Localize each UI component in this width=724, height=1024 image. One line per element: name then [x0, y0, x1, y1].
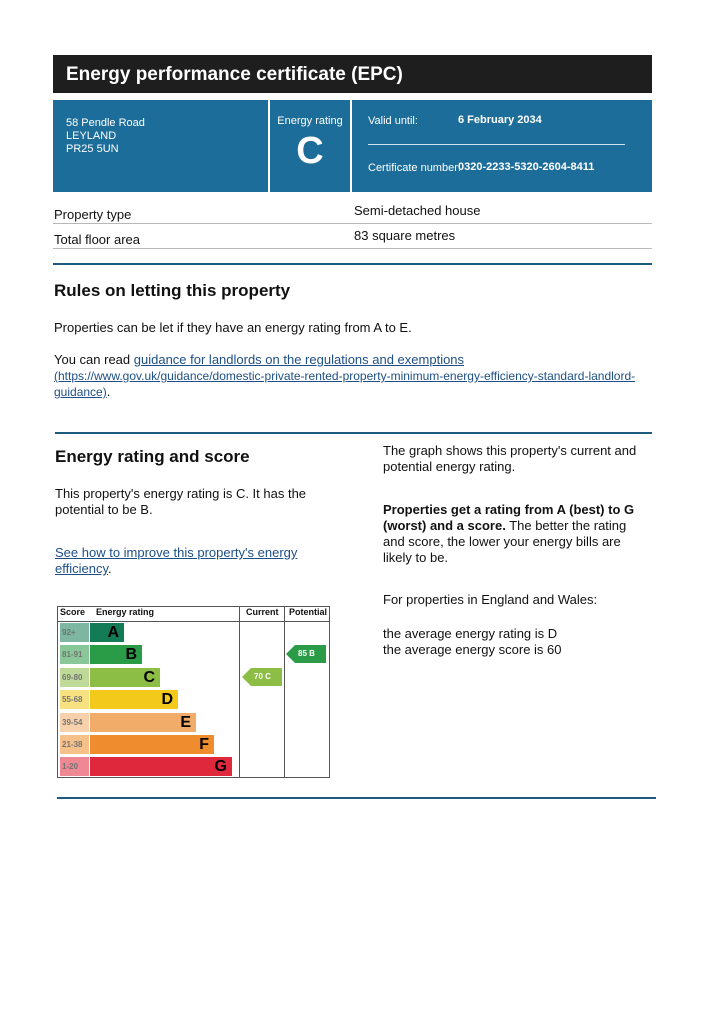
valid-until-label: Valid until: [368, 115, 418, 127]
band-score-range: 55-68 [60, 690, 89, 709]
band-bar: C [90, 668, 160, 687]
address-line: 58 Pendle Road [66, 117, 145, 129]
band-bar: A [90, 623, 124, 642]
graph-description: The graph shows this property's current and potential energy rating. [383, 443, 637, 474]
guidance-url-link[interactable] [54, 369, 635, 399]
letting-guidance-paragraph [54, 352, 644, 400]
band-score-range: 81-91 [60, 645, 89, 664]
address-line: PR25 5UN [66, 143, 119, 155]
column-divider [284, 607, 285, 777]
average-rating-text: the average energy rating is D [383, 626, 558, 641]
letting-heading: Rules on letting this property [54, 281, 291, 300]
energy-rating-header: Energy rating [96, 607, 155, 617]
column-divider [239, 607, 240, 777]
average-score-text: the average energy score is 60 [383, 642, 562, 657]
property-type-value: Semi-detached house [354, 203, 481, 218]
band-score-range: 21-38 [60, 735, 89, 754]
rating-explanation [383, 502, 648, 566]
guidance-url-line: (https://www.gov.uk/guidance/domestic-private-rented-property-minimum-energy-efficiency-standard-landlord- [54, 369, 636, 383]
current-header: Current [246, 607, 279, 617]
rating-explanation-rest: The better the rating and score, the lower your energy bills are likely to be. [383, 518, 627, 565]
rating-explanation-bold: Properties get a rating from A (best) to G (worst) and a score. [383, 502, 635, 533]
property-type-label: Property type [54, 207, 132, 222]
potential-header: Potential [289, 607, 328, 617]
section-divider [57, 797, 656, 799]
improve-efficiency-link[interactable]: See how to improve this property's energy efficiency [55, 545, 298, 576]
guidance-url-line: guidance) [54, 385, 107, 399]
current-rating-marker-label: 70 C [254, 671, 271, 681]
band-score-range: 92+ [60, 623, 89, 642]
energy-rating-chart [57, 606, 330, 778]
band-score-range: 39-54 [60, 713, 89, 732]
guidance-prefix: You can read [54, 352, 134, 367]
link-suffix: . [108, 561, 112, 576]
floor-area-row [53, 224, 652, 249]
energy-heading: Energy rating and score [55, 447, 250, 466]
section-divider [55, 432, 652, 434]
valid-until-value: 6 February 2034 [458, 114, 542, 126]
validity-box [354, 100, 652, 192]
floor-area-value: 83 square metres [354, 228, 456, 243]
energy-rating-label: Energy rating [277, 115, 343, 127]
band-bar: B [90, 645, 142, 664]
band-score-range: 69-80 [60, 668, 89, 687]
current-rating-marker [242, 668, 282, 686]
url-suffix: . [106, 384, 111, 399]
band-score-range: 1-20 [60, 757, 89, 776]
band-bar: G [90, 757, 232, 776]
certificate-number-label: Certificate number: [368, 162, 461, 174]
energy-rating-paragraph: This property's energy rating is C. It has the potential to be B. [55, 486, 307, 517]
epc-summary-panel [53, 100, 652, 192]
letting-paragraph: Properties can be let if they have an energy rating from A to E. [54, 320, 412, 335]
score-header: Score [60, 607, 86, 617]
band-bar: D [90, 690, 178, 709]
address-line: LEYLAND [66, 130, 117, 142]
potential-rating-marker [286, 645, 326, 663]
page-title: Energy performance certificate (EPC) [53, 55, 652, 93]
average-stats [383, 626, 648, 658]
divider [368, 144, 625, 145]
energy-rating-value: C [296, 130, 324, 172]
potential-rating-marker-label: 85 B [298, 649, 315, 659]
property-type-row [53, 199, 652, 224]
property-address [53, 100, 266, 192]
improve-efficiency-paragraph [55, 545, 330, 577]
certificate-number-value: 0320-2233-5320-2604-8411 [458, 161, 595, 173]
band-bar: E [90, 713, 196, 732]
header-divider [58, 621, 329, 622]
floor-area-label: Total floor area [54, 232, 140, 247]
landlord-guidance-link[interactable]: guidance for landlords on the regulations and exemptions [133, 352, 465, 367]
region-note: For properties in England and Wales: [383, 592, 598, 607]
section-divider [53, 263, 652, 265]
band-bar: F [90, 735, 214, 754]
energy-rating-box [268, 100, 352, 192]
